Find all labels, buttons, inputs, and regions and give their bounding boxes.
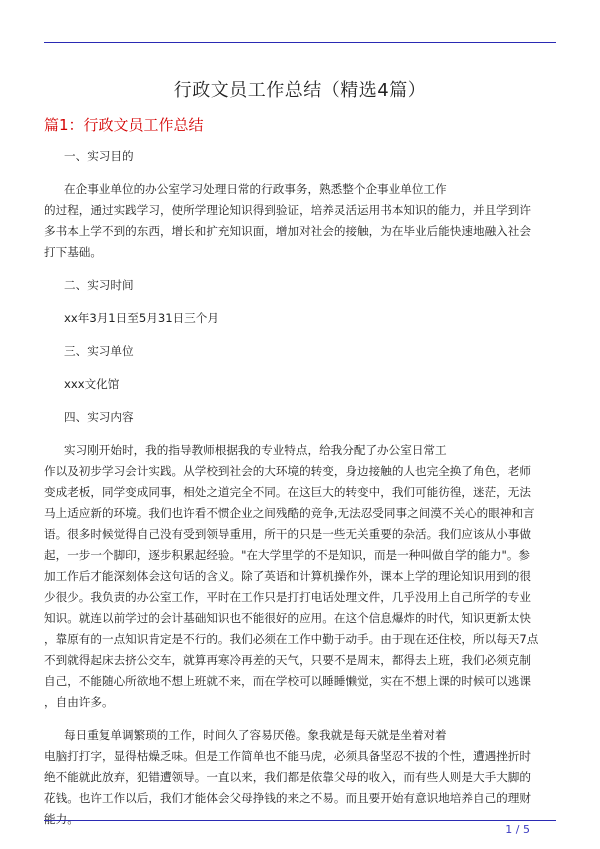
footer-rule [44, 820, 556, 821]
paragraph-line: 加工作后才能深刻体会这句话的含义。除了英语和计算机操作外，课本上学的理论知识用到的很 [44, 569, 531, 583]
paragraph-line: 实习刚开始时，我的指导教师根据我的专业特点，给我分配了办公室日常工 [64, 443, 447, 457]
paragraph-line: 能力。 [44, 812, 79, 826]
paragraph-line: ，靠原有的一点知识肯定是不行的。我们必须在工作中勤于动手。由于现在还住校，所以每天7点 [44, 632, 539, 646]
header-rule [44, 42, 556, 43]
paragraph-line: 知识。就连以前学过的会计基础知识也不能很好的应用。在这个信息爆炸的时代，知识更新太快 [44, 611, 531, 625]
paragraph-line: 在企事业单位的办公室学习处理日常的行政事务，熟悉整个企事业单位工作 [64, 182, 447, 196]
paragraph-content [44, 440, 556, 713]
paragraph-line: ，自由许多。 [44, 695, 114, 709]
paragraph-line: 的过程，通过实践学习，使所学理论知识得到验证，培养灵活运用书本知识的能力，并且学到许 [44, 203, 531, 217]
paragraph-line: 起，一步一个脚印，逐步积累起经验。"在大学里学的不是知识，而是一种叫做自学的能力"。参 [44, 548, 531, 562]
heading-content: 四、实习内容 [64, 410, 134, 424]
internship-unit: xxx文化馆 [64, 377, 120, 391]
page-number: 1 / 5 [505, 823, 530, 836]
section-heading: 篇1：行政文员工作总结 [44, 116, 204, 134]
paragraph-line: 语。很多时候觉得自己没有受到领导重用，所干的只是一些无关重要的杂活。我们应该从小事做 [44, 527, 531, 541]
paragraph-line: 电脑打打字，显得枯燥乏味。但是工作简单也不能马虎，必须具备坚忍不拔的个性，遭遇挫折时 [44, 749, 531, 763]
document-title: 行政文员工作总结（精选4篇） [173, 80, 427, 101]
heading-time: 二、实习时间 [64, 278, 134, 292]
paragraph-line: 绝不能就此放弃，犯错遭领导。一直以来，我们都是依靠父母的收入，而有些人则是大手大脚的 [44, 770, 531, 784]
paragraph-purpose [44, 179, 556, 263]
paragraph-line: 不到就得起床去挤公交车，就算再寒冷再差的天气，只要不是周末，都得去上班，我们必须克制 [44, 653, 531, 667]
paragraph-line: 少很少。我负责的办公室工作，平时在工作只是打打电话处理文件，几乎没用上自己所学的专业 [44, 590, 531, 604]
paragraph-line: 自己，不能随心所欲地不想上班就不来，而在学校可以睡睡懒觉，实在不想上课的时候可以逃课 [44, 674, 531, 688]
paragraph-routine [44, 725, 556, 830]
paragraph-line: 作以及初步学习会计实践。从学校到社会的大环境的转变，身边接触的人也完全换了角色，老师 [44, 464, 531, 478]
paragraph-line: 马上适应新的环境。我们也许看不惯企业之间残酷的竞争,无法忍受同事之间漠不关心的眼神和言 [44, 506, 535, 520]
paragraph-line: 多书本上学不到的东西，增长和扩充知识面，增加对社会的接触，为在毕业后能快速地融入社会 [44, 224, 531, 238]
heading-purpose: 一、实习目的 [64, 149, 134, 163]
paragraph-line: 变成老板，同学变成同事，相处之道完全不同。在这巨大的转变中，我们可能彷徨，迷茫，无法 [44, 485, 531, 499]
paragraph-line: 每日重复单调繁琐的工作，时间久了容易厌倦。象我就是每天就是坐着对着 [64, 728, 447, 742]
heading-unit: 三、实习单位 [64, 344, 134, 358]
paragraph-line: 打下基础。 [44, 245, 102, 259]
paragraph-line: 花钱。也许工作以后，我们才能体会父母挣钱的来之不易。而且要开始有意识地培养自己的理财 [44, 791, 531, 805]
internship-time: xx年3月1日至5月31日三个月 [64, 311, 219, 325]
document-body [44, 146, 556, 842]
